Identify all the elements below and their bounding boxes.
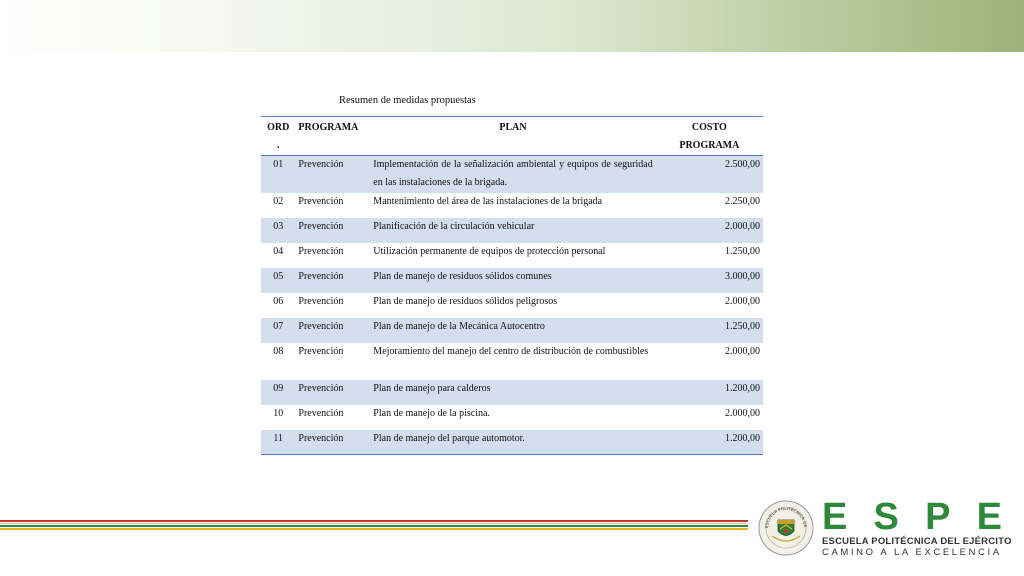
cell-plan: Plan de manejo de residuos sólidos comunes	[373, 270, 552, 282]
institution-seal-icon	[758, 500, 814, 556]
cell-costo: 1.250,00	[725, 320, 760, 332]
cell-programa: Prevención	[298, 320, 344, 332]
cell-ord: 01	[273, 159, 284, 170]
cell-ord: 11	[273, 432, 284, 444]
cell-ord: 08	[273, 345, 284, 357]
stripe-yellow	[0, 528, 748, 530]
table-row	[261, 243, 763, 268]
cell-costo: 2.000,00	[725, 295, 760, 307]
table-row	[261, 430, 763, 455]
cell-ord: 07	[273, 320, 284, 332]
svg-text:ESCUELA POLITÉCNICA DEL EJÉRCI: ESCUELA POLITÉCNICA DE	[763, 505, 809, 529]
cell-programa: Prevención	[298, 159, 344, 170]
brand-letter: E	[822, 496, 848, 538]
header-plan: PLAN	[499, 122, 527, 133]
cell-ord: 05	[273, 270, 284, 282]
cell-programa: Prevención	[298, 345, 344, 357]
cell-costo: 1.200,00	[725, 432, 760, 444]
measures-summary-table	[261, 116, 763, 455]
cell-ord: 02	[273, 195, 284, 207]
brand-letter: E	[976, 496, 1002, 538]
cell-ord: 09	[273, 382, 284, 394]
cell-programa: Prevención	[298, 245, 344, 257]
cell-costo: 2.000,00	[725, 345, 760, 357]
table-header-row	[261, 117, 763, 156]
header-ord-line1: ORD	[267, 122, 290, 133]
header-ord-line2: .	[276, 140, 280, 151]
header-ord	[261, 117, 295, 156]
cell-costo: 2.250,00	[725, 195, 760, 207]
cell-programa: Prevención	[298, 407, 344, 419]
table-row	[261, 293, 763, 318]
cell-programa: Prevención	[298, 220, 344, 232]
brand-school-name: ESCUELA POLITÉCNICA DEL EJÉRCITO	[822, 536, 1012, 547]
table-row	[261, 156, 763, 193]
table-row	[261, 268, 763, 293]
cell-plan: Plan de manejo de la Mecánica Autocentro	[373, 320, 545, 332]
header-costo	[656, 117, 763, 156]
cell-plan: Mantenimiento del área de las instalaciones de la brigada	[373, 195, 603, 207]
cell-plan: Implementación de la señalización ambiental y equipos de seguridad en las instalaciones de la brigada.	[373, 159, 653, 188]
stripe-pink	[0, 523, 748, 524]
cell-costo: 3.000,00	[725, 270, 760, 282]
table-row	[261, 193, 763, 218]
brand-letter: S	[873, 496, 899, 538]
cell-ord: 04	[273, 245, 284, 257]
cell-costo: 1.250,00	[725, 245, 760, 257]
header-costo-line2: PROGRAMA	[679, 140, 740, 151]
stripe-green	[0, 525, 748, 527]
table-row	[261, 218, 763, 243]
cell-plan: Plan de manejo del parque automotor.	[373, 432, 525, 444]
cell-costo: 1.200,00	[725, 382, 760, 394]
cell-programa: Prevención	[298, 432, 344, 444]
footer-color-stripes	[0, 520, 748, 532]
brand-logo-letters	[822, 496, 1002, 538]
cell-programa: Prevención	[298, 295, 344, 307]
brand-letter: P	[925, 496, 951, 538]
cell-programa: Prevención	[298, 270, 344, 282]
table-row	[261, 405, 763, 430]
cell-ord: 03	[273, 220, 284, 232]
cell-programa: Prevención	[298, 382, 344, 394]
cell-plan: Plan de manejo de la piscina.	[373, 407, 490, 419]
cell-costo: 2.500,00	[725, 159, 760, 170]
cell-plan: Plan de manejo de residuos sólidos peligrosos	[373, 295, 558, 307]
cell-plan: Mejoramiento del manejo del centro de distribución de combustibles	[373, 345, 649, 357]
cell-plan: Planificación de la circulación vehicular	[373, 220, 535, 232]
header-programa: PROGRAMA	[298, 122, 359, 133]
header-gradient-band	[0, 0, 1024, 52]
cell-programa: Prevención	[298, 195, 344, 207]
table-row	[261, 318, 763, 343]
cell-costo: 2.000,00	[725, 407, 760, 419]
cell-plan: Utilización permanente de equipos de protección personal	[373, 245, 606, 257]
cell-ord: 06	[273, 295, 284, 307]
table-caption: Resumen de medidas propuestas	[339, 95, 476, 106]
cell-costo: 2.000,00	[725, 220, 760, 232]
brand-motto: CAMINO A LA EXCELENCIA	[822, 547, 1002, 558]
cell-plan: Plan de manejo para calderos	[373, 382, 491, 394]
table-row	[261, 380, 763, 405]
stripe-red	[0, 520, 748, 522]
table-row	[261, 343, 763, 380]
header-costo-line1: COSTO	[691, 122, 727, 133]
cell-ord: 10	[273, 407, 284, 419]
